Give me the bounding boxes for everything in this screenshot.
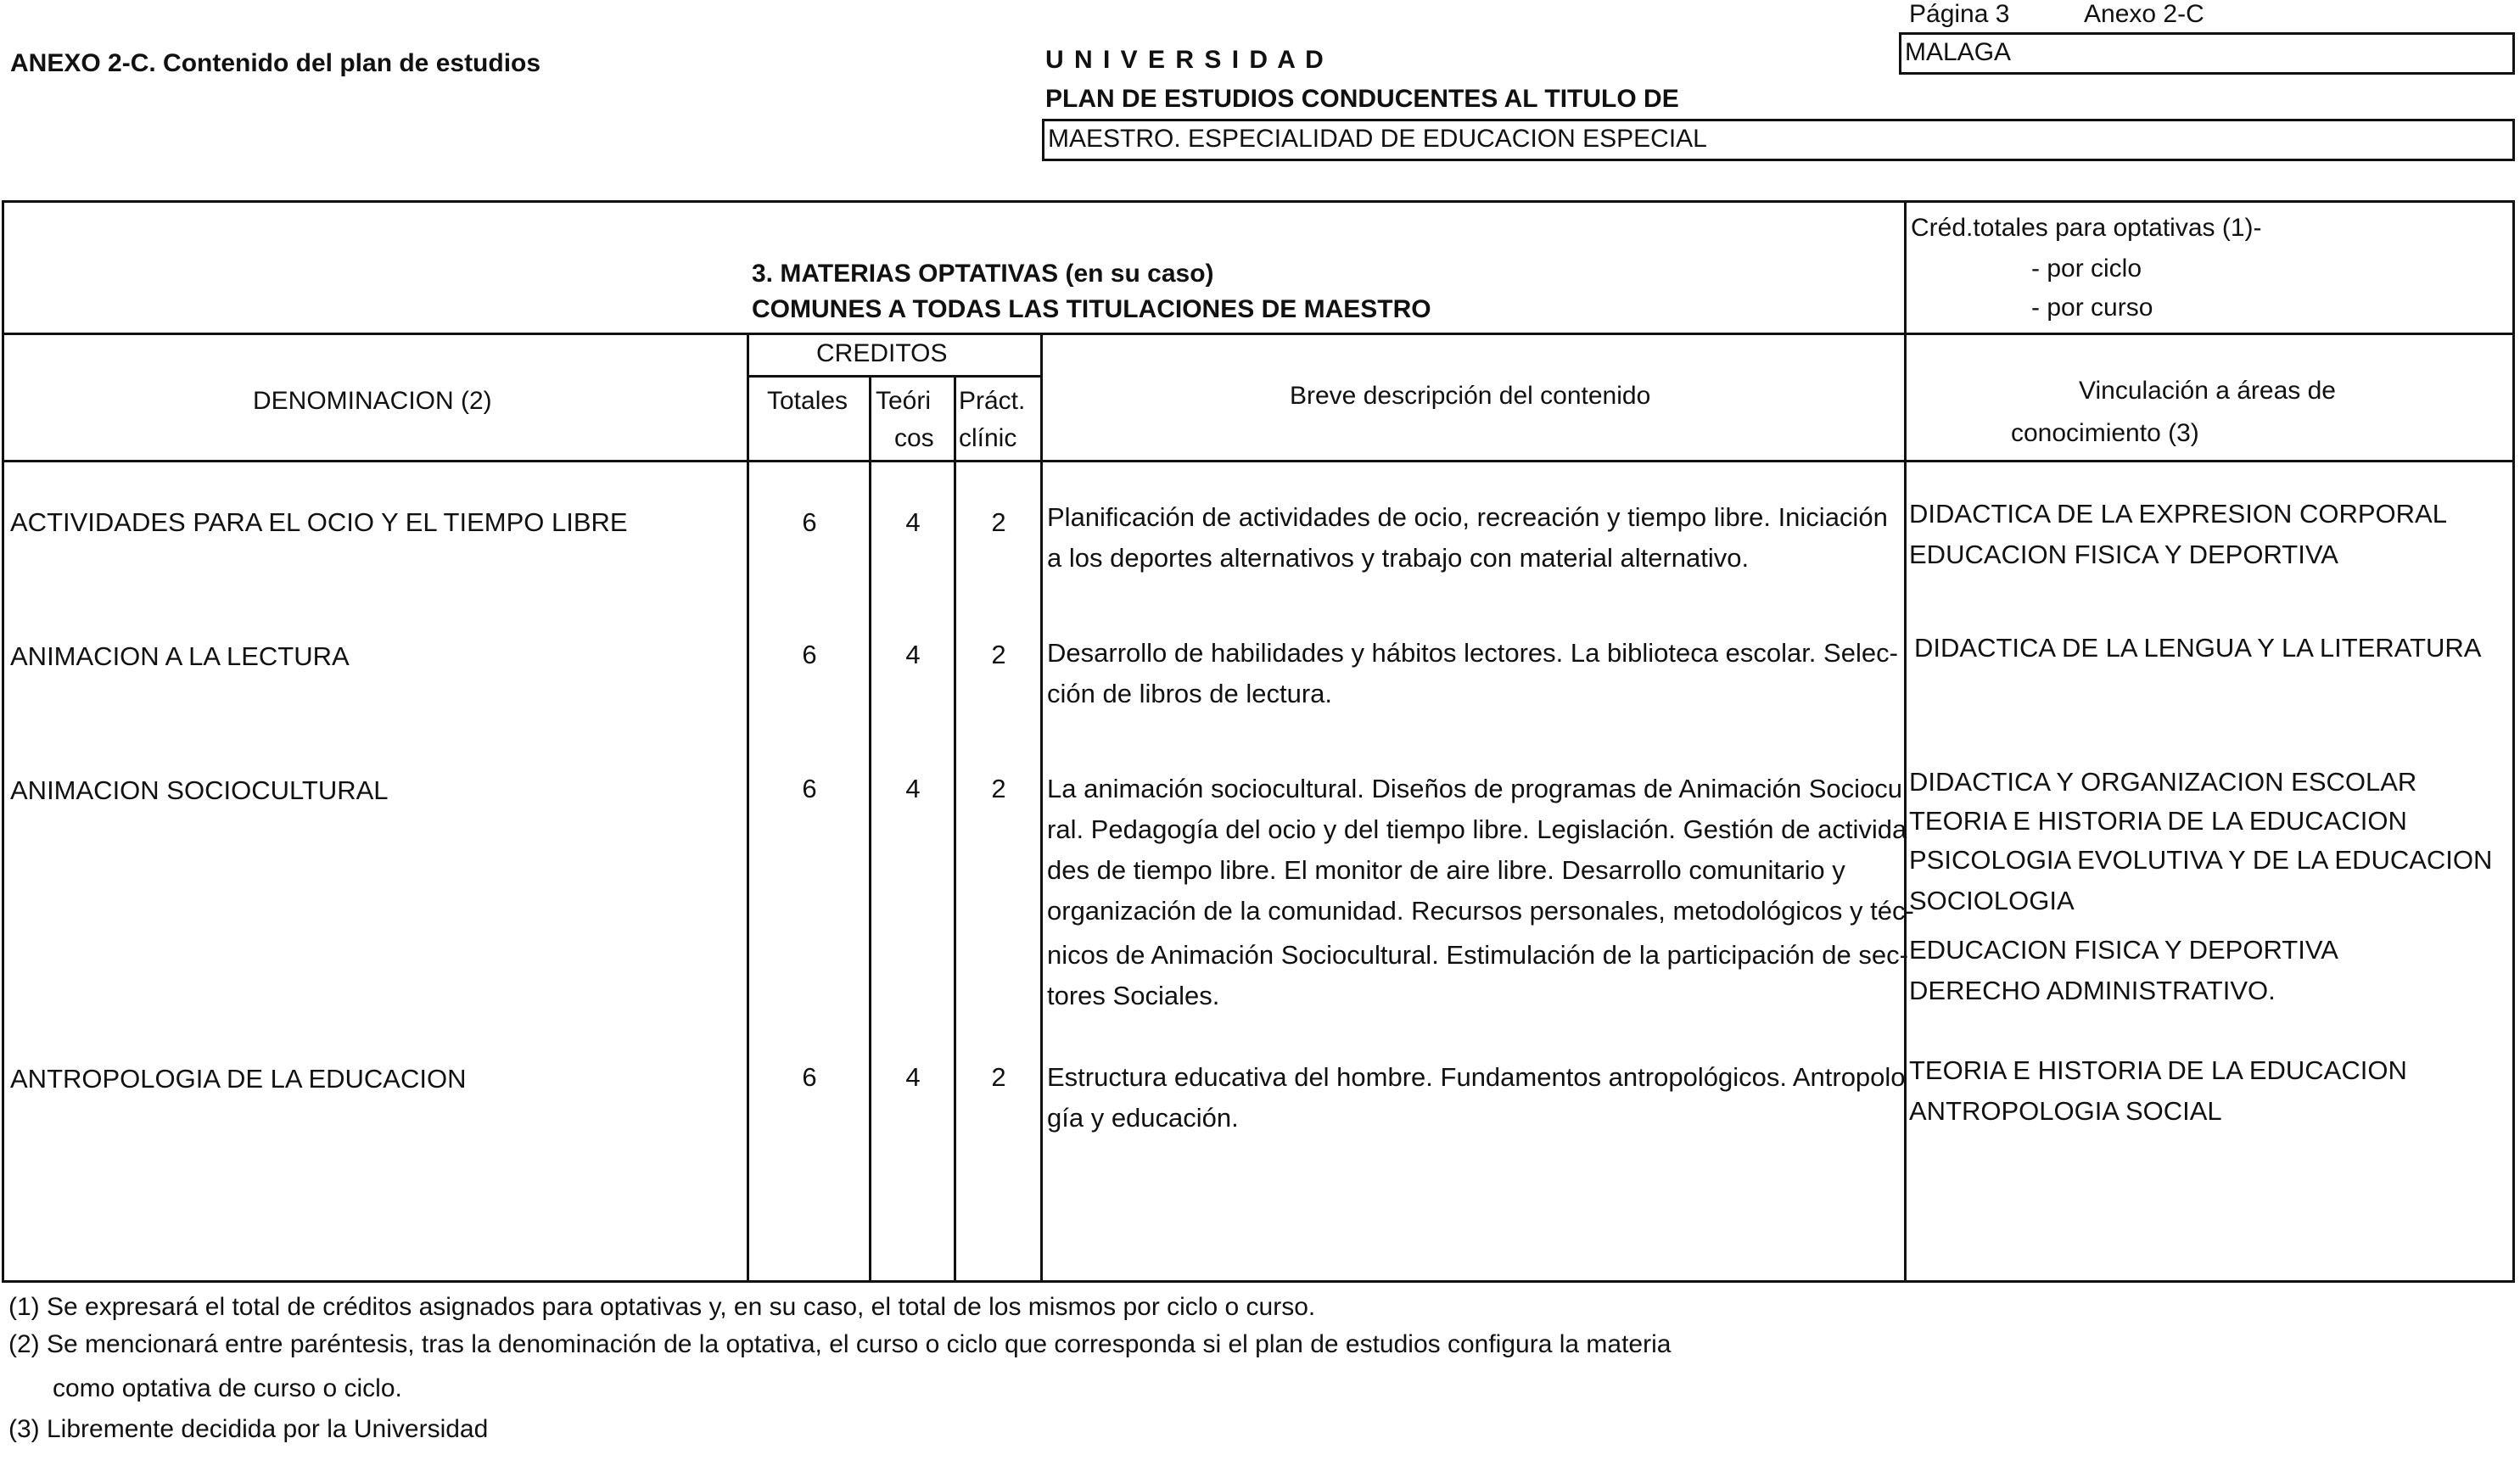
row-description-line: La animación sociocultural. Diseños de programas de Animación Sociocul — [1047, 774, 1908, 803]
row-practicos: 2 — [991, 1062, 1006, 1092]
row-totales: 6 — [802, 507, 817, 537]
annex-reference: Anexo 2-C — [2084, 0, 2204, 28]
row-name: ANTROPOLOGIA DE LA EDUCACION — [10, 1064, 467, 1094]
row-area: DERECHO ADMINISTRATIVO. — [1909, 976, 2276, 1005]
row-area: TEORIA E HISTORIA DE LA EDUCACION — [1909, 1055, 2407, 1085]
per-cycle-label: - por ciclo — [2031, 255, 2142, 283]
col-practicos-cont: clínic — [959, 424, 1017, 452]
section-title: 3. MATERIAS OPTATIVAS (en su caso) — [752, 260, 1214, 288]
row-name: ANIMACION SOCIOCULTURAL — [10, 775, 389, 805]
row-description-line: Planificación de actividades de ocio, recreación y tiempo libre. Iniciación — [1047, 502, 1888, 532]
row-totales: 6 — [802, 774, 817, 803]
footnote-2-cont: como optativa de curso o ciclo. — [53, 1374, 402, 1402]
col-vinculacion-cont: conocimiento (3) — [2011, 419, 2199, 447]
row-totales: 6 — [802, 640, 817, 669]
description-column-rule — [1040, 333, 1043, 1283]
footnote-3: (3) Libremente decidida por la Universidad — [8, 1415, 489, 1443]
degree-field — [1042, 119, 2515, 161]
row-area: EDUCACION FISICA Y DEPORTIVA — [1909, 540, 2338, 569]
row-area: TEORIA E HISTORIA DE LA EDUCACION — [1909, 806, 2407, 836]
row-name: ANIMACION A LA LECTURA — [10, 641, 350, 671]
row-area: EDUCACION FISICA Y DEPORTIVA — [1909, 935, 2338, 965]
teoricos-column-rule — [869, 375, 871, 1283]
row-description-line: Desarrollo de habilidades y hábitos lectores. La biblioteca escolar. Selec- — [1047, 638, 1898, 668]
row-name: ACTIVIDADES PARA EL OCIO Y EL TIEMPO LIBRE — [10, 507, 628, 537]
footnote-2: (2) Se mencionará entre paréntesis, tras la denominación de la optativa, el curso o ciclo que corresponda si el plan de estudios configura la materia — [8, 1330, 1672, 1358]
row-description-line: gía y educación. — [1047, 1103, 1239, 1133]
per-course-label: - por curso — [2031, 294, 2153, 322]
row-description-line: organización de la comunidad. Recursos personales, metodológicos y téc- — [1047, 896, 1914, 926]
col-vinculacion: Vinculación a áreas de — [2079, 377, 2336, 405]
columns-divider — [2, 460, 2515, 462]
col-teoricos: Teóri — [876, 387, 932, 415]
row-description-line: ral. Pedagogía del ocio y del tiempo libre. Legislación. Gestión de activida — [1047, 814, 1907, 844]
page-number: Página 3 — [1909, 0, 2010, 28]
col-teoricos-cont: cos — [894, 424, 934, 452]
row-teoricos: 4 — [905, 774, 921, 803]
plan-label: PLAN DE ESTUDIOS CONDUCENTES AL TITULO DE — [1045, 85, 1679, 113]
row-teoricos: 4 — [905, 1062, 921, 1092]
degree-value: MAESTRO. ESPECIALIDAD DE EDUCACION ESPECIAL — [1048, 125, 1707, 153]
annex-title: ANEXO 2-C. Contenido del plan de estudios — [10, 49, 541, 77]
col-creditos: CREDITOS — [816, 339, 948, 367]
col-descripcion: Breve descripción del contenido — [1290, 382, 1651, 410]
row-description-line: ción de libros de lectura. — [1047, 679, 1333, 708]
row-area: PSICOLOGIA EVOLUTIVA Y DE LA EDUCACION — [1909, 845, 2493, 875]
practicos-column-rule — [954, 375, 956, 1283]
university-field — [1899, 32, 2515, 75]
row-area: SOCIOLOGIA — [1909, 886, 2075, 915]
university-label: U N I V E R S I D A D — [1045, 46, 1325, 74]
col-practicos: Práct. — [959, 387, 1026, 415]
row-description-line: a los deportes alternativos y trabajo con material alternativo. — [1047, 543, 1750, 573]
university-value: MALAGA — [1905, 38, 2012, 66]
row-area: DIDACTICA DE LA LENGUA Y LA LITERATURA — [1914, 633, 2482, 663]
areas-column-rule — [1904, 200, 1907, 1283]
row-area: ANTROPOLOGIA SOCIAL — [1909, 1096, 2222, 1126]
row-description-line: Estructura educativa del hombre. Fundamentos antropológicos. Antropolo — [1047, 1062, 1906, 1092]
row-teoricos: 4 — [905, 507, 921, 537]
section-subtitle: COMUNES A TODAS LAS TITULACIONES DE MAESTRO — [752, 295, 1431, 323]
header-divider — [2, 333, 2515, 335]
row-area: DIDACTICA DE LA EXPRESION CORPORAL — [1909, 499, 2447, 529]
credits-divider — [747, 375, 1042, 378]
row-teoricos: 4 — [905, 640, 921, 669]
row-practicos: 2 — [991, 640, 1006, 669]
row-totales: 6 — [802, 1062, 817, 1092]
row-practicos: 2 — [991, 507, 1006, 537]
col-denominacion: DENOMINACION (2) — [253, 387, 492, 415]
row-practicos: 2 — [991, 774, 1006, 803]
row-description-line: des de tiempo libre. El monitor de aire libre. Desarrollo comunitario y — [1047, 855, 1845, 885]
footnote-1: (1) Se expresará el total de créditos asignados para optativas y, en su caso, el total de los mismos por ciclo o curso. — [8, 1293, 1316, 1321]
row-description-line: tores Sociales. — [1047, 981, 1220, 1010]
row-description-line: nicos de Animación Sociocultural. Estimulación de la participación de sec- — [1047, 940, 1908, 970]
totales-column-rule — [747, 333, 749, 1283]
row-area: DIDACTICA Y ORGANIZACION ESCOLAR — [1909, 767, 2417, 797]
total-credits-label: Créd.totales para optativas (1)- — [1911, 214, 2262, 242]
col-totales: Totales — [767, 387, 848, 415]
